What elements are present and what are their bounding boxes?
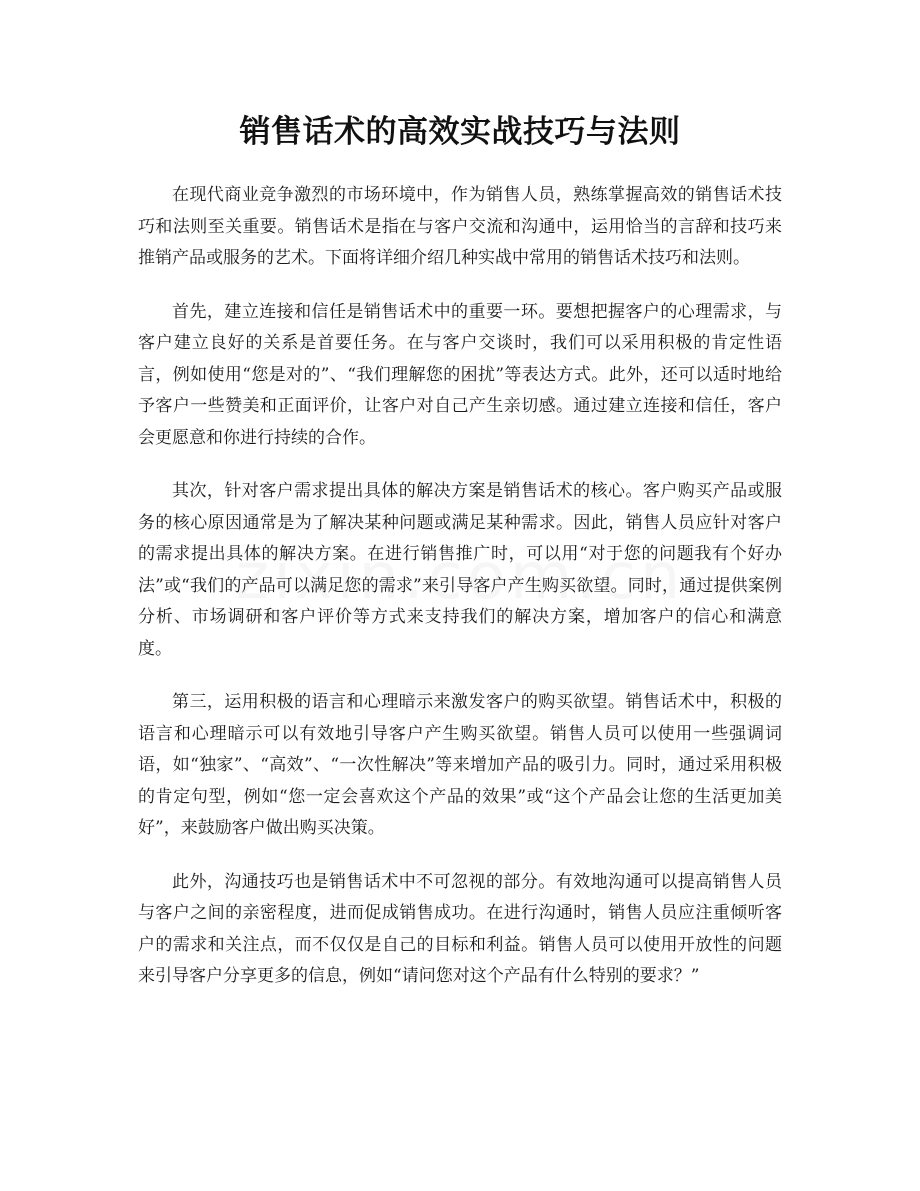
paragraph-communication: 此外，沟通技巧也是销售话术中不可忽视的部分。有效地沟通可以提高销售人员与客户之间的亲密程度，进而促成销售成功。在进行沟通时，销售人员应注重倾听客户的需求和关注点，而不仅仅是自己的目标和利益。销售人员可以使用开放性的问题来引导客户分享更多的信息，例如“请问您对这个产品有什么特别的要求？” xyxy=(138,871,782,986)
paragraph-third: 第三，运用积极的语言和心理暗示来激发客户的购买欲望。销售话术中，积极的语言和心理暗示可以有效地引导客户产生购买欲望。销售人员可以使用一些强调词语，如“独家”、“高效”、“一次性解决”等来增加产品的吸引力。同时，通过采用积极的肯定句型，例如“您一定会喜欢这个产品的效果”或“这个产品会让您的生活更加美好”，来鼓励客户做出购买决策。 xyxy=(138,692,782,838)
document-body xyxy=(138,180,782,1015)
paragraph-second: 其次，针对客户需求提出具体的解决方案是销售话术的核心。客户购买产品或服务的核心原因通常是为了解决某种问题或满足某种需求。因此，销售人员应针对客户的需求提出具体的解决方案。在进行销售推广时，可以用“对于您的问题我有个好办法”或“我们的产品可以满足您的需求”来引导客户产生购买欲望。同时，通过提供案例分析、市场调研和客户评价等方式来支持我们的解决方案，增加客户的信心和满意度。 xyxy=(138,481,782,659)
paragraph-intro: 在现代商业竞争激烈的市场环境中，作为销售人员，熟练掌握高效的销售话术技巧和法则至关重要。销售话术是指在与客户交流和沟通中，运用恰当的言辞和技巧来推销产品或服务的艺术。下面将详细介绍几种实战中常用的销售话术技巧和法则。 xyxy=(138,185,782,268)
document-title: 销售话术的高效实战技巧与法则 xyxy=(239,114,681,150)
paragraph-first: 首先，建立连接和信任是销售话术中的重要一环。要想把握客户的心理需求，与客户建立良好的关系是首要任务。在与客户交谈时，我们可以采用积极的肯定性语言，例如使用“您是对的”、“我们理解您的困扰”等表达方式。此外，还可以适时地给予客户一些赞美和正面评价，让客户对自己产生亲切感。通过建立连接和信任，客户会更愿意和你进行持续的合作。 xyxy=(138,301,782,448)
